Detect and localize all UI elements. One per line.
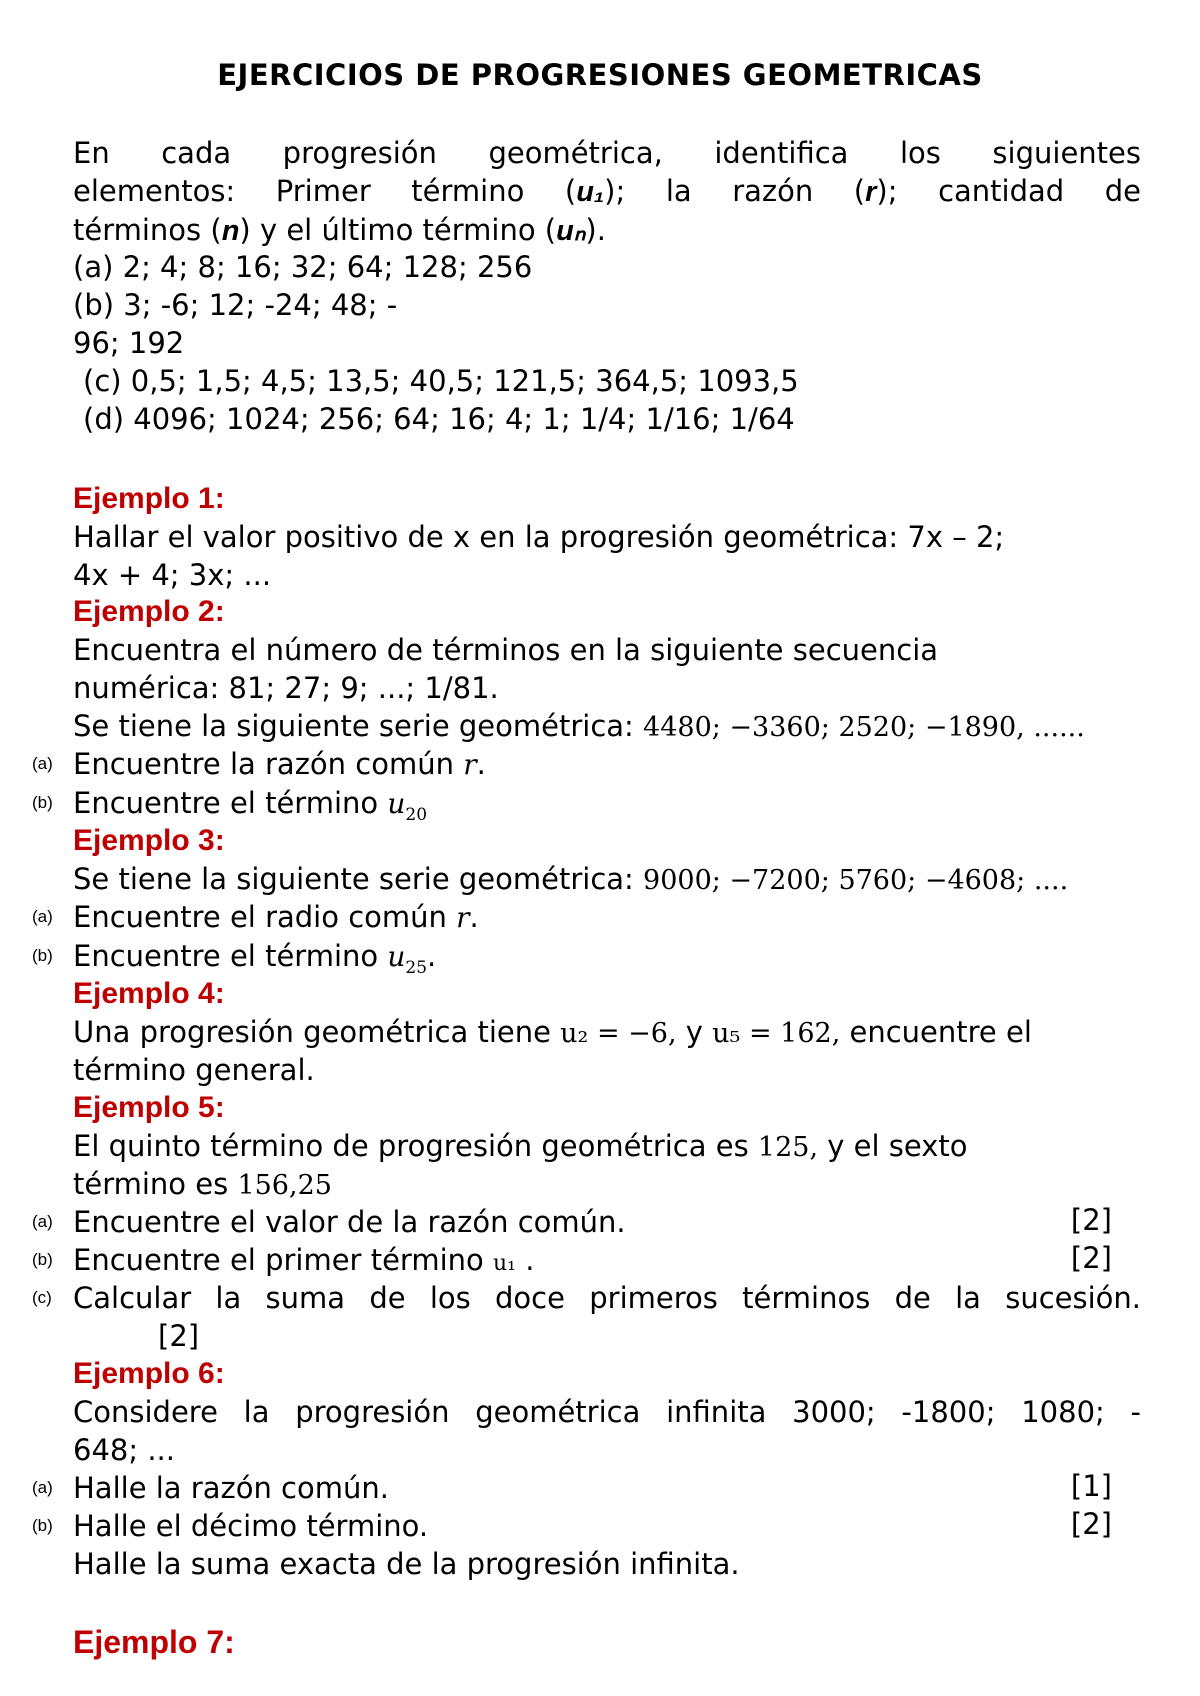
marks: [2] bbox=[1070, 1507, 1112, 1541]
example-6-item-a: Halle la razón común. bbox=[73, 1471, 389, 1505]
item-label: (a) bbox=[32, 754, 53, 773]
item-label: (a) bbox=[32, 907, 53, 926]
example-4-line-1: Una progresión geométrica tiene u₂ = −6, y u₅ = 162, encuentre el bbox=[73, 1015, 1032, 1049]
intro-line-3: términos (n) y el último término (uₙ). bbox=[73, 213, 606, 247]
item-label: (c) bbox=[32, 1288, 52, 1307]
marks: [2] bbox=[158, 1319, 200, 1353]
example-2-line-2: numérica: 81; 27; 9; ...; 1/81. bbox=[73, 671, 499, 705]
example-1-line-2: 4x + 4; 3x; ... bbox=[73, 558, 272, 592]
example-2-heading: Ejemplo 2: bbox=[73, 595, 225, 628]
example-6-heading: Ejemplo 6: bbox=[73, 1357, 225, 1390]
last-term-symbol: uₙ bbox=[556, 215, 586, 247]
sequence-d: (d) 4096; 1024; 256; 64; 16; 4; 1; 1/4; 1/16; 1/64 bbox=[83, 402, 795, 436]
series-terms: 4480; −3360; 2520; −1890, ...... bbox=[643, 712, 1085, 743]
marks: [2] bbox=[1070, 1241, 1112, 1275]
marks: [1] bbox=[1070, 1469, 1112, 1503]
series-terms: 9000; −7200; 5760; −4608; .... bbox=[643, 865, 1069, 896]
example-6-item-c: Halle la suma exacta de la progresión infinita. bbox=[73, 1547, 740, 1581]
sequence-b-line-1: (b) 3; -6; 12; -24; 48; - bbox=[73, 288, 398, 322]
marks: [2] bbox=[1070, 1203, 1112, 1237]
example-2-line-1: Encuentra el número de términos en la siguiente secuencia bbox=[73, 633, 939, 667]
example-1-heading: Ejemplo 1: bbox=[73, 482, 225, 515]
example-3-heading: Ejemplo 3: bbox=[73, 824, 225, 857]
intro-line-2: elementos: Primer término (u₁); la razón (r); cantidad de bbox=[73, 174, 1141, 208]
item-label: (b) bbox=[32, 793, 53, 812]
example-6-line-2: 648; ... bbox=[73, 1433, 175, 1467]
example-2-item-b: Encuentre el término $u_{20}$ bbox=[73, 786, 428, 825]
sequence-c: (c) 0,5; 1,5; 4,5; 13,5; 40,5; 121,5; 364,5; 1093,5 bbox=[83, 364, 799, 398]
sequence-a: (a) 2; 4; 8; 16; 32; 64; 128; 256 bbox=[73, 250, 533, 284]
example-3-line-1: Se tiene la siguiente serie geométrica: 9000; −7200; 5760; −4608; .... bbox=[73, 862, 1069, 896]
example-3-item-a: Encuentre el radio común r. bbox=[73, 900, 479, 934]
example-5-heading: Ejemplo 5: bbox=[73, 1091, 225, 1124]
example-6-item-b: Halle el décimo término. bbox=[73, 1509, 429, 1543]
item-label: (a) bbox=[32, 1478, 53, 1497]
item-label: (b) bbox=[32, 1516, 53, 1535]
example-5-item-c: Calcular la suma de los doce primeros términos de la sucesión. bbox=[73, 1281, 1141, 1315]
example-5-item-a: Encuentre el valor de la razón común. bbox=[73, 1205, 626, 1239]
example-7-heading: Ejemplo 7: bbox=[73, 1624, 235, 1660]
item-label: (b) bbox=[32, 1250, 53, 1269]
example-2-line-3: Se tiene la siguiente serie geométrica: 4480; −3360; 2520; −1890, ...... bbox=[73, 709, 1085, 743]
example-2-item-a: Encuentre la razón común r. bbox=[73, 747, 486, 781]
example-5-line-1: El quinto término de progresión geométrica es 125, y el sexto bbox=[73, 1129, 968, 1163]
item-label: (b) bbox=[32, 946, 53, 965]
first-term-symbol: u₁ bbox=[576, 176, 605, 208]
example-5-item-b: Encuentre el primer término u₁ . bbox=[73, 1243, 535, 1277]
count-symbol: n bbox=[221, 215, 240, 247]
example-1-line-1: Hallar el valor positivo de x en la progresión geométrica: 7x – 2; bbox=[73, 520, 1005, 554]
intro-line-1: En cada progresión geométrica, identifica los siguientes bbox=[73, 136, 1141, 170]
item-label: (a) bbox=[32, 1212, 53, 1231]
page-title: EJERCICIOS DE PROGRESIONES GEOMETRICAS bbox=[217, 58, 983, 92]
example-5-line-2: término es 156,25 bbox=[73, 1167, 332, 1201]
example-6-line-1: Considere la progresión geométrica infinita 3000; -1800; 1080; - bbox=[73, 1395, 1141, 1429]
sequence-b-line-2: 96; 192 bbox=[73, 326, 185, 360]
example-4-heading: Ejemplo 4: bbox=[73, 977, 225, 1010]
example-4-line-2: término general. bbox=[73, 1053, 315, 1087]
example-3-item-b: Encuentre el término $u_{25}$. bbox=[73, 939, 437, 978]
ratio-symbol: r bbox=[865, 176, 877, 208]
